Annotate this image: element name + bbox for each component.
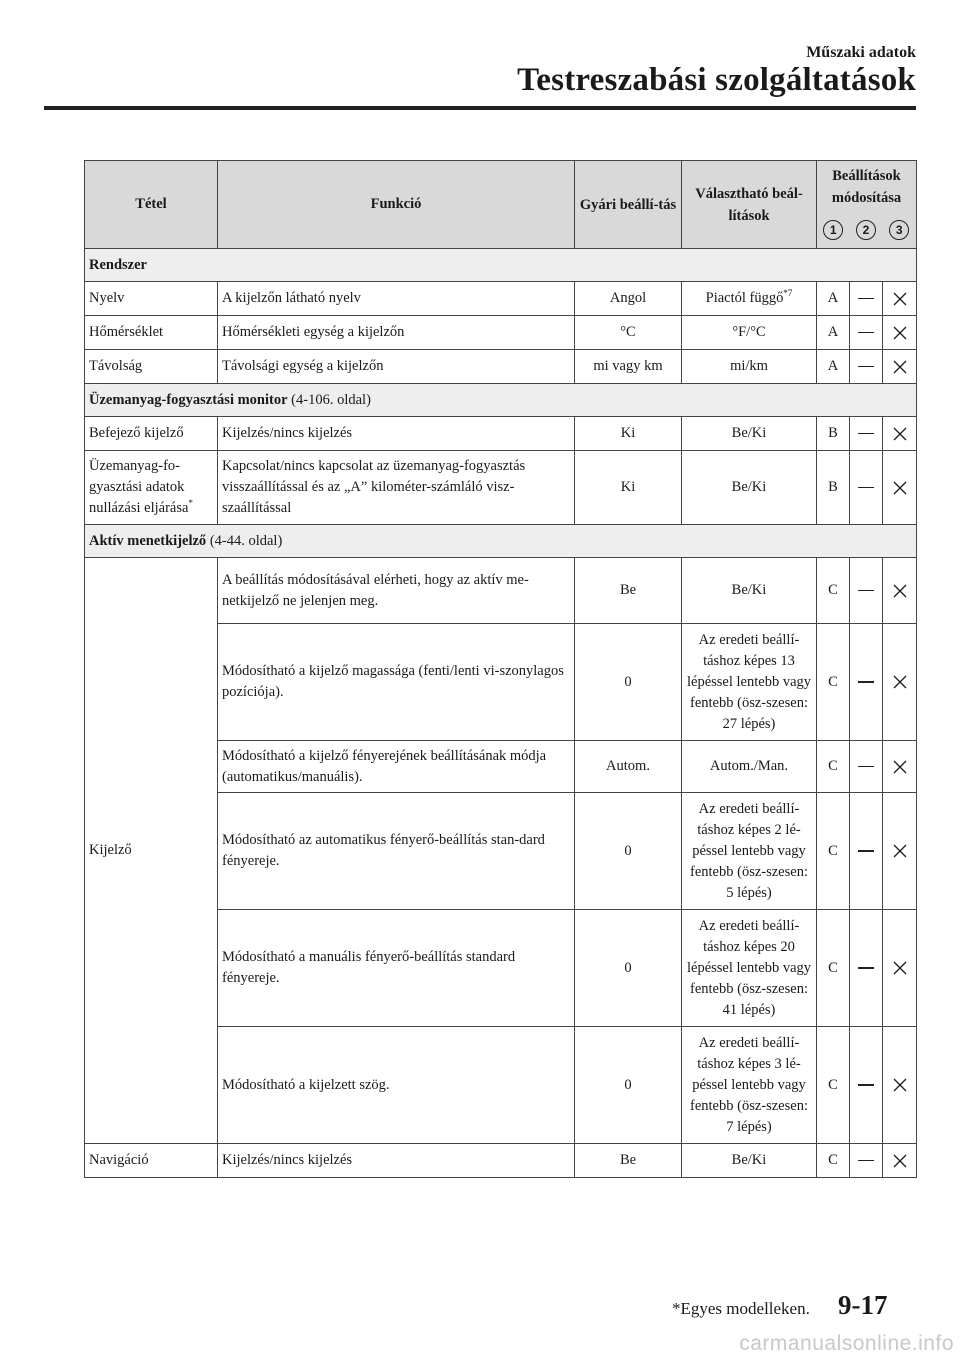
cross-icon [883,624,917,741]
cross-icon [883,316,917,350]
header-function: Funkció [218,161,575,249]
cross-icon [883,451,917,525]
dash-icon [850,282,883,316]
customization-table [84,160,917,1178]
dash-icon [850,316,883,350]
cross-icon [883,417,917,451]
dash-icon [850,1144,883,1178]
cross-icon [883,1144,917,1178]
settings-1-icon: 1 [817,212,850,249]
table-row: Módosítható az automatikus fényerő-beállítás stan-dard fényereje. 0 Az eredeti beállí-táshoz képes 2 lé-péssel lentebb vagy fentebb (ösz-szesen: 5 lépés) C [85,793,917,910]
settings-3-icon: 3 [883,212,917,249]
dash-icon [850,624,883,741]
cross-icon [883,910,917,1027]
cross-icon [883,282,917,316]
page-title: Testreszabási szolgáltatások [517,62,916,98]
table-row: Távolság Távolsági egység a kijelzőn mi vagy km mi/km A [85,350,917,384]
settings-2-icon: 2 [850,212,883,249]
dash-icon [850,741,883,793]
header-item: Tétel [85,161,218,249]
table-row: Nyelv A kijelzőn látható nyelv Angol Piactól függő$^{*7}$ A [85,282,917,316]
dash-icon [850,417,883,451]
header-settings: Beállítások módosítása [817,161,917,213]
section-label: Műszaki adatok [806,44,916,61]
section-row-active-display: Aktív menetkijelző (4-44. oldal) [85,525,917,558]
table-row: Üzemanyag-fo-gyasztási adatok nullázási eljárása* Kapcsolat/nincs kapcsolat az üzemanyag-fogyasztás visszaállítással és az „A” kilométer-számláló visz-szaállítással Ki Be/Ki B [85,451,917,525]
cross-icon [883,350,917,384]
section-row-fuel-monitor: Üzemanyag-fogyasztási monitor (4-106. oldal) [85,384,917,417]
table-row: Módosítható a kijelzett szög. 0 Az eredeti beállí-táshoz képes 3 lé-péssel lentebb vagy fentebb (ösz-szesen: 7 lépés) C [85,1027,917,1144]
cross-icon [883,793,917,910]
table-row: Kijelző A beállítás módosításával elérheti, hogy az aktív me-netkijelző ne jelenjen meg. Be Be/Ki C [85,558,917,624]
cross-icon [883,1027,917,1144]
table-row: Hőmérséklet Hőmérsékleti egység a kijelzőn °C °F/°C A [85,316,917,350]
dash-icon [850,793,883,910]
page-number: 9-17 [838,1290,888,1320]
cross-icon [883,741,917,793]
dash-icon [850,451,883,525]
header-divider [44,106,916,110]
dash-icon [850,558,883,624]
footnote: *Egyes modelleken. [672,1299,810,1318]
dash-icon [850,910,883,1027]
dash-icon [850,350,883,384]
header-factory: Gyári beállí-tás [575,161,682,249]
cross-icon [883,558,917,624]
table-row: Módosítható a manuális fényerő-beállítás standard fényereje. 0 Az eredeti beállí-táshoz képes 20 lépéssel lentebb vagy fentebb (ösz-szesen: 41 lépés) C [85,910,917,1027]
table-row: Módosítható a kijelző magassága (fenti/lenti vi-szonylagos pozíciója). 0 Az eredeti beállí-táshoz képes 13 lépéssel lentebb vagy fentebb (ösz-szesen: 27 lépés) C [85,624,917,741]
table-row: Módosítható a kijelző fényerejének beállításának módja (automatikus/manuális). Autom. Autom./Man. C [85,741,917,793]
table-row: Befejező kijelző Kijelzés/nincs kijelzés Ki Be/Ki B [85,417,917,451]
row-label-kijelzo: Kijelző [85,558,218,1144]
section-row-rendszer: Rendszer [85,249,917,282]
header-selectable: Választható beál-lítások [682,161,817,249]
dash-icon [850,1027,883,1144]
watermark: carmanualsonline.info [739,1332,954,1355]
table-row: Navigáció Kijelzés/nincs kijelzés Be Be/Ki C [85,1144,917,1178]
table-header-row [85,161,917,213]
